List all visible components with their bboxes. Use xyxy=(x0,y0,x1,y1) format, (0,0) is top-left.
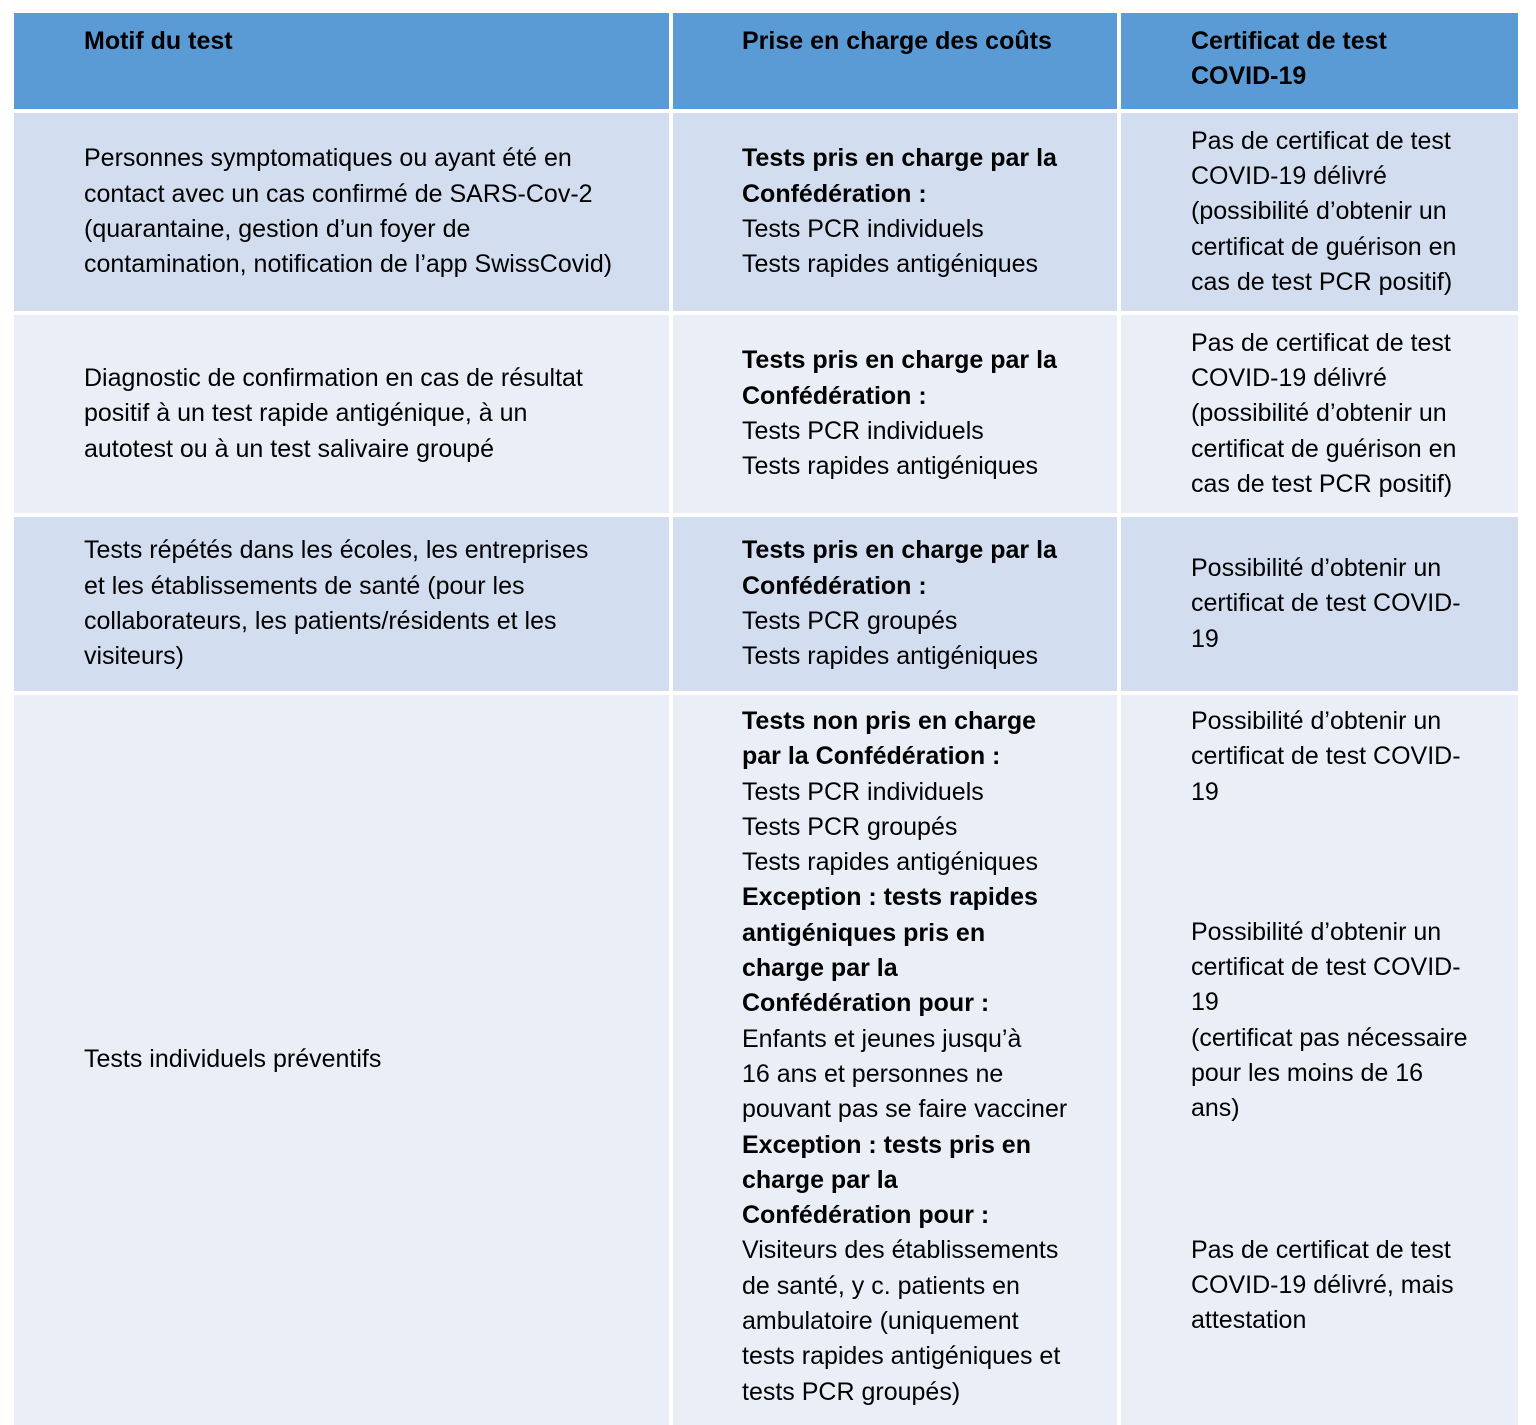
row1-cost xyxy=(673,113,1117,311)
text-line: Tests rapides antigéniques xyxy=(742,452,1039,481)
header-certificate xyxy=(1121,13,1518,109)
text-line: (certificat pas nécessaire xyxy=(1191,1023,1468,1052)
text-line: Tests PCR individuels xyxy=(742,215,984,243)
text-line-bold: par la Confédération : xyxy=(742,742,1001,771)
row1-motif xyxy=(14,113,669,311)
header-certificate-label-line1: Certificat de test xyxy=(1191,27,1387,55)
row4-cost xyxy=(673,695,1117,1425)
text-line: Tests PCR groupés xyxy=(742,607,958,635)
row3-certificate xyxy=(1121,517,1518,691)
text-line: (possibilité d’obtenir un xyxy=(1191,197,1447,226)
text-line: Tests répétés dans les écoles, les entreprises xyxy=(84,536,589,565)
text-line: ambulatoire (uniquement xyxy=(742,1307,1019,1336)
text-line: et les établissements de santé (pour les xyxy=(84,571,525,600)
row2-motif xyxy=(14,315,669,513)
text-line: Enfants et jeunes jusqu’à xyxy=(742,1024,1022,1053)
text-line: pouvant pas se faire vacciner xyxy=(742,1095,1068,1124)
text-line-bold: Exception : tests rapides xyxy=(742,883,1038,912)
text-line: pour les moins de 16 xyxy=(1191,1059,1424,1088)
row3-cost xyxy=(673,517,1117,691)
text-line-bold: Tests pris en charge par la xyxy=(742,346,1057,375)
text-line: contact avec un cas confirmé de SARS-Cov-2 xyxy=(84,179,593,208)
spacer xyxy=(1191,810,1510,915)
text-line-bold: Confédération pour : xyxy=(742,1201,990,1230)
row1-certificate xyxy=(1121,113,1518,311)
covid-test-table xyxy=(14,13,1518,1425)
header-cost-label: Prise en charge des coûts xyxy=(742,27,1052,55)
text-line: 16 ans et personnes ne xyxy=(742,1059,1004,1088)
text-line: tests rapides antigéniques et xyxy=(742,1342,1061,1371)
text-line: Pas de certificat de test xyxy=(1191,328,1451,357)
text-line-bold: charge par la xyxy=(742,954,898,983)
text-line: certificat de test COVID- xyxy=(1191,953,1461,982)
row4-motif xyxy=(14,695,669,1425)
text-line-bold: charge par la xyxy=(742,1165,898,1194)
text-line: Tests PCR groupés xyxy=(742,812,958,841)
text-line: Pas de certificat de test xyxy=(1191,126,1451,155)
text-line: (possibilité d’obtenir un xyxy=(1191,399,1447,428)
text-line-bold: Tests non pris en charge xyxy=(742,707,1037,735)
text-line-bold: Confédération : xyxy=(742,571,927,600)
text-line: Personnes symptomatiques ou ayant été en xyxy=(84,144,572,173)
text-line-bold: Exception : tests pris en xyxy=(742,1130,1031,1159)
text-line: ans) xyxy=(1191,1094,1240,1123)
text-line: Visiteurs des établissements xyxy=(742,1236,1059,1265)
text-line: COVID-19 délivré xyxy=(1191,364,1387,393)
text-line-bold: Confédération : xyxy=(742,179,927,208)
text-line: visiteurs) xyxy=(84,642,185,671)
text-line: autotest ou à un test salivaire groupé xyxy=(84,434,494,463)
text-line: certificat de test COVID- xyxy=(1191,589,1461,618)
row2-certificate xyxy=(1121,315,1518,513)
text-line: positif à un test rapide antigénique, à un xyxy=(84,399,528,428)
text-line: certificat de test COVID- xyxy=(1191,742,1461,771)
text-line-bold: Tests pris en charge par la xyxy=(742,536,1057,565)
row2-cost xyxy=(673,315,1117,513)
text-line-bold: Confédération pour : xyxy=(742,989,990,1018)
text-line: Tests rapides antigéniques xyxy=(742,848,1039,877)
header-cost xyxy=(673,13,1117,109)
header-motif xyxy=(14,13,669,109)
row4-certificate xyxy=(1121,695,1518,1425)
text-line: Tests PCR individuels xyxy=(742,777,984,806)
header-certificate-label-line2: COVID-19 xyxy=(1191,62,1307,91)
text-line: Possibilité d’obtenir un xyxy=(1191,707,1442,735)
text-line: COVID-19 délivré xyxy=(1191,162,1387,191)
text-line: COVID-19 délivré, mais xyxy=(1191,1270,1454,1299)
text-line: (quarantaine, gestion d’un foyer de xyxy=(84,215,471,243)
text-line: Tests rapides antigéniques xyxy=(742,642,1039,671)
text-line: contamination, notification de l’app SwissCovid) xyxy=(84,250,613,279)
text-line: Tests PCR individuels xyxy=(742,417,984,445)
text-line-bold: Confédération : xyxy=(742,381,927,410)
text-line: cas de test PCR positif) xyxy=(1191,469,1453,498)
text-line: certificat de guérison en xyxy=(1191,434,1457,463)
text-line: Pas de certificat de test xyxy=(1191,1235,1451,1264)
row3-motif xyxy=(14,517,669,691)
text-line: 19 xyxy=(1191,777,1219,806)
text-line: Possibilité d’obtenir un xyxy=(1191,554,1442,583)
text-line-bold: antigéniques pris en xyxy=(742,918,986,947)
text-line: Tests rapides antigéniques xyxy=(742,250,1039,279)
text-line: certificat de guérison en xyxy=(1191,232,1457,261)
text-line: collaborateurs, les patients/résidents et les xyxy=(84,607,557,635)
text-line: Tests individuels préventifs xyxy=(84,1045,382,1074)
text-line: de santé, y c. patients en xyxy=(742,1271,1020,1300)
text-line: attestation xyxy=(1191,1306,1307,1335)
header-motif-label: Motif du test xyxy=(84,27,233,55)
text-line: cas de test PCR positif) xyxy=(1191,267,1453,296)
text-line: 19 xyxy=(1191,988,1219,1017)
spacer xyxy=(1191,1127,1510,1233)
text-line: 19 xyxy=(1191,624,1219,653)
text-line: Possibilité d’obtenir un xyxy=(1191,917,1442,946)
text-line: tests PCR groupés) xyxy=(742,1377,961,1406)
text-line: Diagnostic de confirmation en cas de résultat xyxy=(84,364,583,393)
text-line-bold: Tests pris en charge par la xyxy=(742,144,1057,173)
